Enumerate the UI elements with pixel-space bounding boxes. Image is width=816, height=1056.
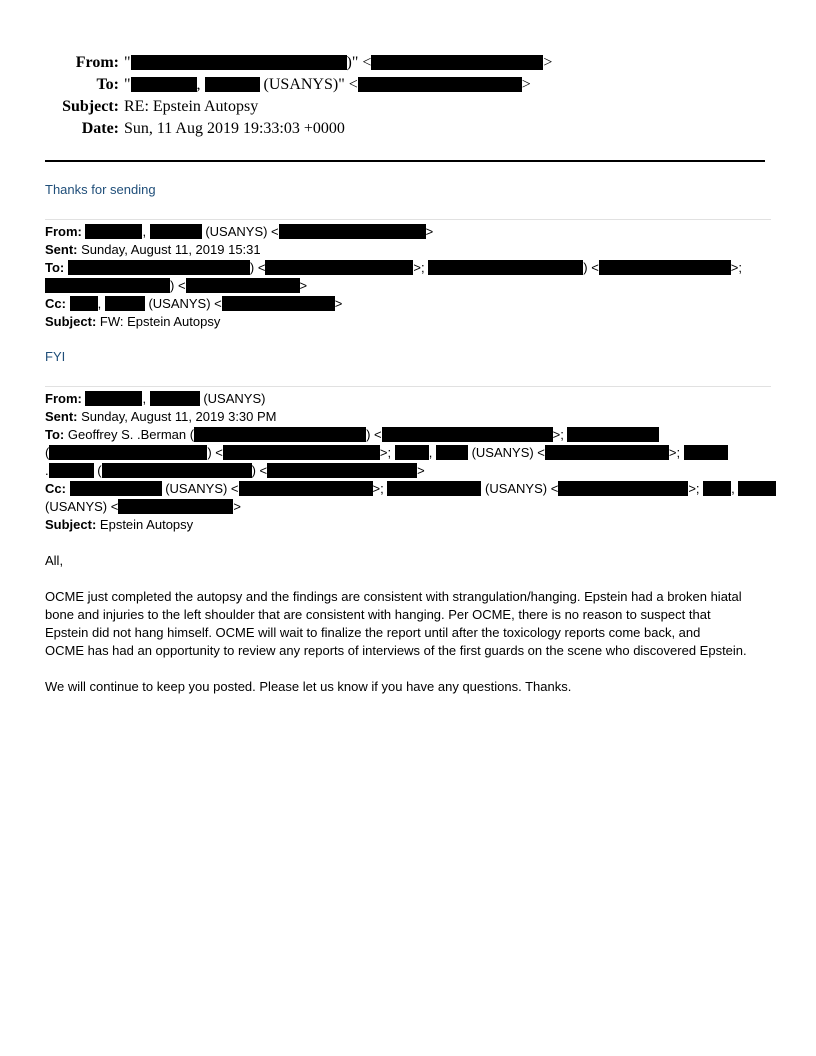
redaction: [567, 427, 659, 442]
fwd2-to-line: To: Geoffrey S. .Berman ( ) < >;: [45, 426, 775, 444]
redaction: [267, 463, 417, 478]
fwd2-subject-label: Subject:: [45, 517, 97, 532]
redaction: [387, 481, 481, 496]
forwarded-header-2: [45, 390, 775, 534]
paragraph-1-line-4: OCME has had an opportunity to review any reports of interviews of the first guards on the scene who discovered Epstein.: [45, 643, 747, 658]
header-to-value: " , (USANYS)" < >: [124, 76, 531, 93]
redaction: [131, 77, 197, 92]
fwd1-to-line: To: ) < >; ) < >;: [45, 260, 743, 275]
fwd1-to-label: To:: [45, 260, 65, 275]
fwd2-cc-line: Cc: (USANYS) < >; (USANYS) < >; ,: [45, 480, 775, 498]
fwd2-from-label: From:: [45, 391, 82, 406]
header-date-value: Sun, 11 Aug 2019 19:33:03 +0000: [124, 120, 345, 137]
header-from-value: " )" < >: [124, 54, 553, 71]
fwd1-subject-label: Subject:: [45, 314, 97, 329]
fwd2-usanys-3: (USANYS) <: [484, 481, 559, 496]
fwd2-subject-value: Epstein Autopsy: [99, 517, 194, 532]
header-subject-row: [0, 96, 816, 118]
redaction: [545, 445, 669, 460]
separator: [45, 386, 771, 387]
fwd1-cc-label: Cc:: [45, 296, 66, 311]
fwd2-from-text: (USANYS): [203, 391, 266, 406]
redaction: [395, 445, 429, 460]
redaction: [49, 445, 207, 460]
redaction: [150, 224, 202, 239]
fwd2-cc-label: Cc:: [45, 481, 66, 496]
fwd1-from-text: (USANYS) <: [205, 224, 279, 239]
redaction: [49, 463, 94, 478]
fwd2-subject-line: [45, 516, 775, 534]
fwd2-cc-line-2: (USANYS) < >: [45, 499, 241, 514]
spacer: [45, 570, 775, 588]
redaction: [382, 427, 553, 442]
paragraph-1-line-1: OCME just completed the autopsy and the findings are consistent with strangulation/hanging. Epstein had a broken hiatal: [45, 589, 742, 604]
redaction: [428, 260, 583, 275]
fwd2-sent-label: Sent:: [45, 409, 78, 424]
redaction: [738, 481, 776, 496]
redaction: [186, 278, 300, 293]
fwd2-to-line-3: . ( ) < >: [45, 463, 425, 478]
redaction: [436, 445, 468, 460]
redaction: [558, 481, 688, 496]
fwd1-from-line: From: , (USANYS) < >: [45, 224, 434, 239]
redaction: [371, 55, 543, 70]
header-divider: [45, 160, 765, 162]
header-to-row: [0, 74, 816, 96]
paragraph-1-line-2: bone and injuries to the left shoulder that are consistent with hanging. Per OCME, there is no reason to suspect that: [45, 607, 711, 622]
redaction: [102, 463, 252, 478]
redaction: [223, 445, 380, 460]
fwd2-from-line: From: , (USANYS): [45, 391, 266, 406]
redaction: [205, 77, 260, 92]
fwd2-usanys-4: (USANYS) <: [45, 499, 119, 514]
fwd2-sent-line: [45, 408, 775, 426]
fwd1-cc-line: Cc: , (USANYS) < >: [45, 296, 343, 311]
fwd2-to-name: Geoffrey S. .Berman (: [67, 427, 195, 442]
redaction: [45, 278, 170, 293]
fwd1-subject-line: [45, 313, 775, 331]
fwd1-cc-text: (USANYS) <: [148, 296, 222, 311]
redaction: [70, 296, 98, 311]
redaction: [150, 391, 200, 406]
redaction: [105, 296, 145, 311]
fwd1-from-label: From:: [45, 224, 82, 239]
redaction: [131, 55, 347, 70]
redaction: [194, 427, 366, 442]
fyi-text: FYI: [45, 349, 66, 364]
separator: [45, 219, 771, 220]
paragraph-1-line-3: Epstein did not hang himself. OCME will wait to finalize the report until after the toxicology reports come back, and: [45, 625, 701, 640]
redaction: [279, 224, 426, 239]
redaction: [239, 481, 373, 496]
header-subject-value: RE: Epstein Autopsy: [124, 98, 259, 115]
redaction: [85, 391, 142, 406]
redaction: [265, 260, 413, 275]
fwd1-sent-label: Sent:: [45, 242, 78, 257]
fwd2-usanys-1: (USANYS) <: [471, 445, 545, 460]
paragraph-2: We will continue to keep you posted. Please let us know if you have any questions. Thanks.: [45, 679, 572, 694]
header-from-row: [0, 52, 816, 74]
redaction: [684, 445, 728, 460]
fwd1-to-line-2: ) < >: [45, 277, 775, 295]
greeting: All,: [45, 553, 64, 568]
forwarded-header-1: [45, 223, 775, 331]
header-date-label: Date:: [81, 120, 119, 137]
fwd1-sent-value: Sunday, August 11, 2019 15:31: [81, 242, 261, 257]
fwd1-sent-line: [45, 241, 775, 259]
reply-text: Thanks for sending: [45, 182, 156, 197]
message-body: [45, 552, 775, 696]
header-subject-label: Subject:: [62, 98, 119, 115]
redaction: [703, 481, 731, 496]
redaction: [85, 224, 142, 239]
fwd1-subject-value: FW: Epstein Autopsy: [99, 314, 221, 329]
header-to-label: To:: [96, 76, 119, 93]
redaction: [68, 260, 250, 275]
fwd2-usanys-2: (USANYS) <: [165, 481, 239, 496]
header-date-row: [0, 118, 816, 140]
fwd2-sent-value: Sunday, August 11, 2019 3:30 PM: [81, 409, 277, 424]
redaction: [118, 499, 233, 514]
fwd2-to-label: To:: [45, 427, 65, 442]
header-from-label: From:: [75, 54, 119, 71]
redaction: [222, 296, 335, 311]
redaction: [358, 77, 522, 92]
spacer: [45, 660, 775, 678]
fwd2-to-line-2: ( ) < >; , (USANYS) < >;: [45, 444, 775, 462]
header-to-text: (USANYS)": [263, 76, 345, 93]
redaction: [70, 481, 162, 496]
redaction: [599, 260, 731, 275]
